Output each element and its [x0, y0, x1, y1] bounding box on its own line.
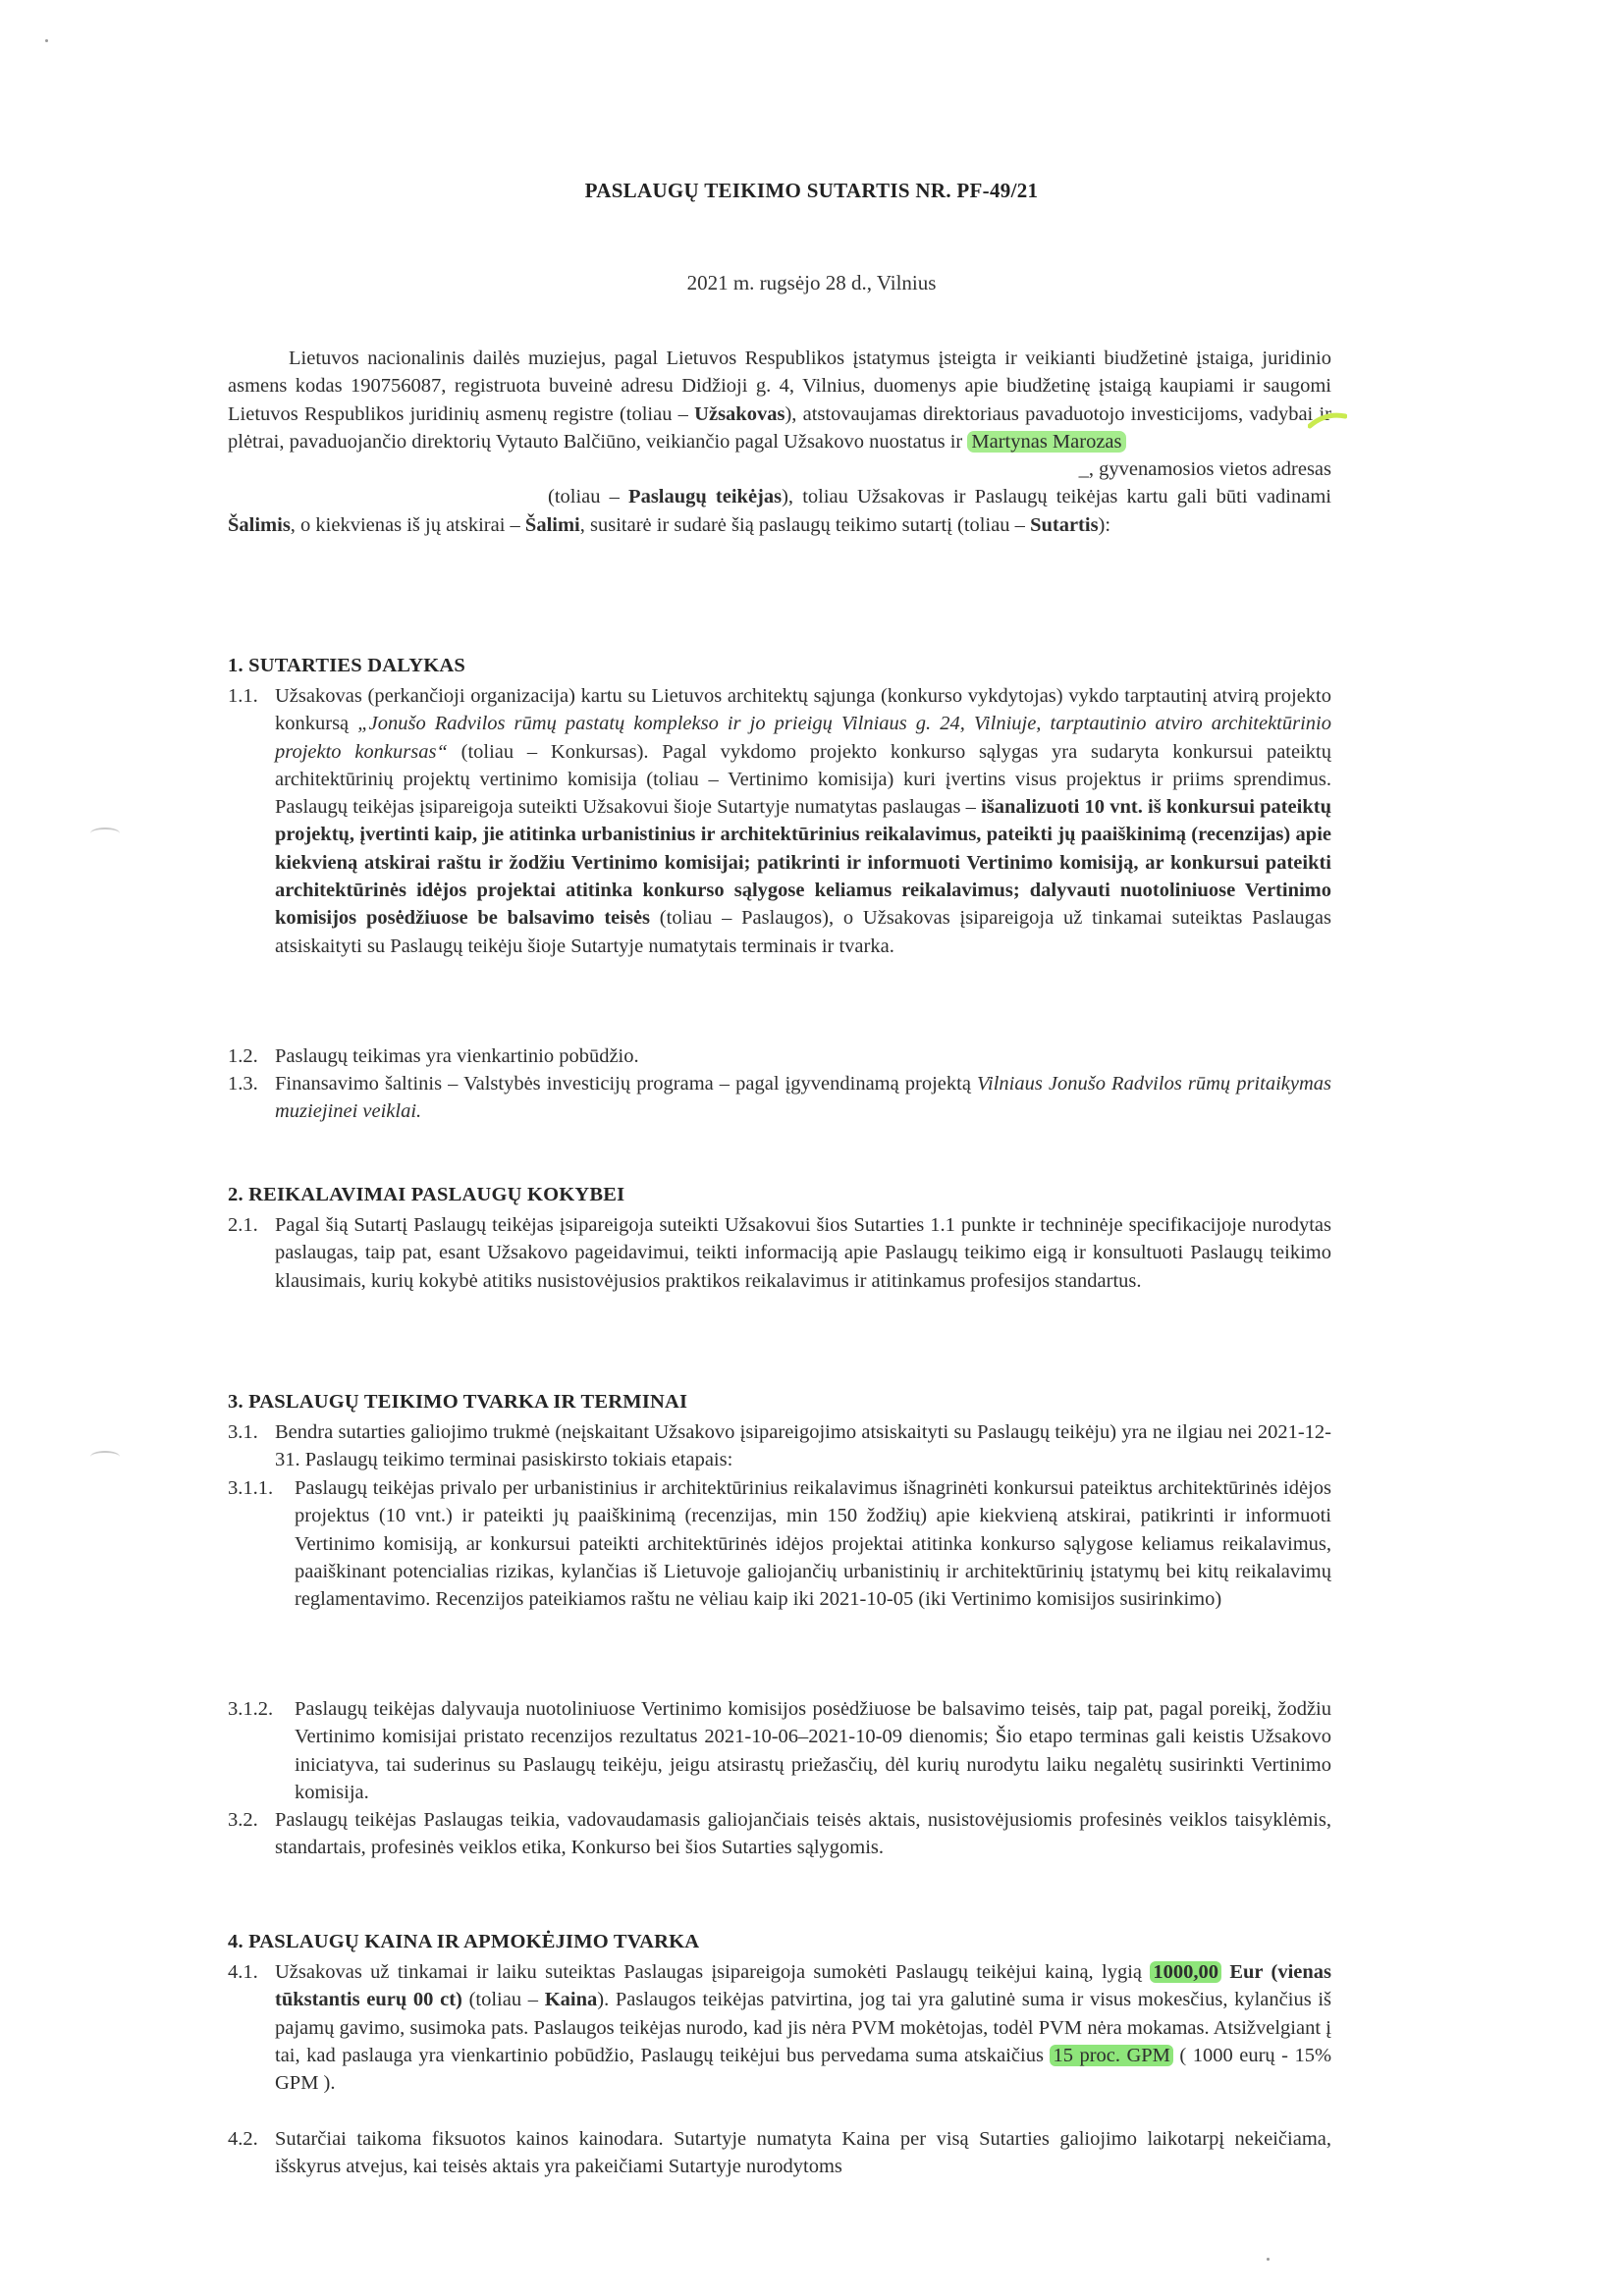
item-4-1-text-d: ( 1000 eurų - 15% GPM ).	[275, 2044, 1332, 2095]
item-1-1-text-b: (toliau – Konkursas). Pagal vykdomo projekto konkurso sąlygas yra sudaryta konkursui pateiktų architektūrinių projektų vertinimo komisija (toliau – Vertinimo komisija) kuri įvertins visus projektus ir priims sprendimus. Paslaugų teikėjas įsipareigoja suteikti Užsakovui šioje Sutartyje numatytas paslaugas –	[275, 740, 1331, 819]
section-2-heading: 2. REIKALAVIMAI PASLAUGŲ KOKYBEI	[228, 1184, 625, 1205]
section-4-heading: 4. PASLAUGŲ KAINA IR APMOKĖJIMO TVARKA	[228, 1931, 700, 1952]
tax-highlight: 15 proc. GPM	[1050, 2045, 1172, 2066]
intro-text-4d: , susitarė ir sudarė šią paslaugų teikimo sutartį (toliau –	[579, 513, 1025, 536]
item-text: Paslaugų teikėjas privalo per urbanistinius ir architektūrinius reikalavimus išnagrinėti konkursui pateiktus architektūrinės idėjos projektus (10 vnt.) ir pateikti jų paaiškinimą (recenzijas, min 150 žodžių) apie kiekvieną atskirai, patikrinti ir informuoti Vertinimo komisiją, ar konkursui pateikti architektūrinės idėjos projektai atitinka konkurso sąlygose keliamus reikalavimus, paaiškinant potencialias rizikas, kylančias iš Lietuvoje galiojančių urbanistinių ir architektūrinių įstatymų bei kitų reikalavimų reglamentavimo. Recenzijos pateikiamos raštu ne vėliau kaip iki 2021-10-05 (iki Vertinimo komisijos susirinkimo)	[295, 1477, 1331, 1611]
item-1-1-text-c: (toliau – Paslaugos), o Užsakovas įsipareigoja už tinkamai suteiktas Paslaugas atsiskaityti su Paslaugų teikėju šioje Sutartyje numatytais terminais ir tvarka.	[275, 907, 1332, 957]
sutartis-term: Sutartis	[1030, 513, 1099, 536]
competition-name: „Jonušo Radvilos rūmų pastatų komplekso ir jo prieigų Vilniaus g. 24, Vilniuje, tarptautinio atviro architektūrinio projekto konkursas“	[275, 713, 1331, 763]
margin-mark	[90, 1451, 120, 1463]
highlight-stroke-icon	[1308, 410, 1347, 430]
service-scope-bold: išanalizuoti 10 vnt. iš konkursui pateiktų projektų, įvertinti kaip, jie atitinka urbanistinius ir architektūrinius reikalavimus, pateikti jų paaiškinimą (recenzijas) apie kiekvieną atskirai raštu ir žodžiu Vertinimo komisijai; patikrinti ir informuoti Vertinimo komisiją, ar konkursui pateikti architektūrinės idėjos projektai atitinka konkurso sąlygose keliamus reikalavimus; dalyvauti nuotoliniuose Vertinimo komisijos posėdžiuose be balsavimo teisės	[275, 796, 1331, 930]
item-number: 4.1.	[228, 1961, 258, 1983]
intro-text-1: Lietuvos nacionalinis dailės muziejus, pagal Lietuvos Respublikos įstatymus įsteigta ir veikianti biudžetinė įstaiga, juridinio asmens kodas 190756087, registruota buveinė adresu Didžioji g. 4, Vilnius, duomenys apie biudžetinę įstaigą kaupiami ir saugomi Lietuvos Respublikos juridinių asmenų registre (toliau –	[228, 347, 1331, 425]
item-1-3	[228, 1070, 1331, 1126]
item-4-1-text-a: Užsakovas už tinkamai ir laiku suteiktas Paslaugas įsipareigoja sumokėti Paslaugų teikėjui kainą, lygią	[275, 1961, 1143, 1983]
intro-text-2: ), atstovaujamas direktoriaus pavaduotojo investicijoms, vadybai ir plėtrai, pavaduojančio direktorių Vytauto Balčiūno, veikiančio pagal Užsakovo nuostatus ir	[228, 402, 1331, 453]
item-text	[228, 682, 1331, 960]
intro-text-4c: , o kiekvienas iš jų atskirai –	[290, 513, 520, 536]
scan-dot	[45, 39, 48, 42]
item-text: Pagal šią Sutartį Paslaugų teikėjas įsipareigoja suteikti Užsakovui šios Sutarties 1.1 punkte ir techninėje specifikacijoje nurodytas paslaugas, taip pat, esant Užsakovo pageidavimui, teikti informaciją apie Paslaugų teikimo eigą ir konsultuoti Paslaugų teikimo klausimais, kurių kokybė atitiks nusistovėjusios praktikos reikalavimus ir atitinkamus profesijos standartus.	[275, 1214, 1331, 1292]
item-1-2	[228, 1042, 1331, 1070]
project-name: Vilniaus Jonušo Radvilos rūmų pritaikymas muziejinei veiklai.	[275, 1073, 1332, 1123]
intro-text-4e: ):	[1098, 513, 1111, 536]
item-number: 4.2.	[228, 2128, 258, 2150]
margin-mark	[90, 828, 120, 839]
item-text: Paslaugų teikimas yra vienkartinio pobūdžio.	[275, 1045, 639, 1067]
teikejas-term: Paslaugų teikėjas	[628, 486, 783, 508]
item-number: 3.2.	[228, 1809, 258, 1831]
item-text: Bendra sutarties galiojimo trukmė (neįskaitant Užsakovo įsipareigojimo atsiskaityti su Paslaugų teikėju) yra ne ilgiau nei 2021-12-31. Paslaugų teikimo terminai pasiskirsto tokiais etapais:	[275, 1421, 1331, 1471]
kaina-term: Kaina	[544, 1989, 598, 2011]
item-text: Paslaugų teikėjas dalyvauja nuotoliniuose Vertinimo komisijos posėdžiuose be balsavimo teisės, taip pat, pagal poreikį, žodžiu Vertinimo komisijai pristato recenzijos rezultatus 2021-10-06–2021-10-09 dienomis; Šio etapo terminas gali keistis Užsakovo iniciatyva, tai suderinus su Paslaugų teikėju, jeigu atsirastų priežasčių, dėl kurių nurodytu laiku negalėtų susirinkti Vertinimo komisija.	[295, 1698, 1331, 1803]
item-3-1-2	[228, 1695, 1331, 1806]
price-words: Eur (vienas tūkstantis eurų 00 ct)	[275, 1961, 1332, 2011]
item-4-2	[228, 2125, 1331, 2181]
item-number: 3.1.1.	[228, 1477, 274, 1499]
item-4-1-text-c: ). Paslaugos teikėjas patvirtina, jog tai yra galutinė suma ir visus mokesčius, kylančius iš pajamų gavimo, susimoka pats. Paslaugos teikėjas nurodo, kad jis nėra PVM mokėtojas, todėl PVM nėra mokamas. Atsižvelgiant į tai, kad paslauga yra vienkartinio pobūdžio, Paslaugų teikėjui bus pervedama suma atskaičius	[275, 1989, 1332, 2066]
uzsakovas-term: Užsakovas	[694, 402, 785, 425]
item-4-1	[228, 1958, 1331, 2097]
item-1-1	[228, 682, 1331, 960]
price-amount-highlight: 1000,00	[1150, 1961, 1221, 1983]
item-text	[228, 1958, 1331, 2097]
scan-dot	[1267, 2258, 1270, 2261]
item-number: 1.1.	[228, 685, 258, 707]
item-number: 3.1.	[228, 1421, 258, 1443]
item-number: 3.1.2.	[228, 1698, 274, 1720]
address-line: _, gyvenamosios vietos adresas	[1078, 458, 1331, 481]
date-place: 2021 m. rugsėjo 28 d., Vilnius	[686, 271, 937, 294]
item-3-1	[228, 1418, 1331, 1474]
contract-title: PASLAUGŲ TEIKIMO SUTARTIS NR. PF-49/21	[584, 179, 1039, 202]
item-text: Sutarčiai taikoma fiksuotos kainos kainodara. Sutartyje numatyta Kaina per visą Sutarties galiojimo laikotarpį nekeičiama, išskyrus atvejus, kai teisės aktais yra pakeičiami Sutartyje nurodytoms	[275, 2128, 1331, 2178]
intro-paragraph	[228, 345, 1331, 539]
item-3-2	[228, 1806, 1331, 1862]
item-number: 1.2.	[228, 1045, 258, 1067]
person-name-highlight: Martynas Marozas	[967, 431, 1125, 453]
item-3-1-1	[228, 1474, 1331, 1613]
section-3-heading: 3. PASLAUGŲ TEIKIMO TVARKA IR TERMINAI	[228, 1391, 688, 1413]
item-text: Paslaugų teikėjas Paslaugas teikia, vadovaudamasis galiojančiais teisės aktais, nusistovėjusiomis profesinės veiklos taisyklėmis, standartais, profesinės veiklos etika, Konkurso bei šios Sutarties sąlygomis.	[275, 1809, 1331, 1859]
item-4-1-text-b: (toliau –	[468, 1989, 539, 2011]
section-1-heading: 1. SUTARTIES DALYKAS	[228, 655, 465, 676]
item-number: 1.3.	[228, 1073, 258, 1095]
item-2-1	[228, 1211, 1331, 1295]
intro-text-4b: ), toliau Užsakovas ir Paslaugų teikėjas kartu gali būti vadinami	[782, 486, 1331, 508]
item-1-3-text-a: Finansavimo šaltinis – Valstybės investicijų programa – pagal įgyvendinamą projektą	[275, 1073, 971, 1095]
salimi-term: Šalimi	[524, 513, 580, 536]
intro-text-4a: (toliau –	[548, 486, 620, 508]
salimis-term: Šalimis	[228, 513, 291, 536]
item-1-1-text-a: Užsakovas (perkančioji organizacija) kartu su Lietuvos architektų sąjunga (konkurso vykdytojas) vykdo tarptautinį atvirą projekto konkursą	[275, 685, 1331, 735]
item-number: 2.1.	[228, 1214, 258, 1236]
item-text	[228, 1070, 1331, 1126]
